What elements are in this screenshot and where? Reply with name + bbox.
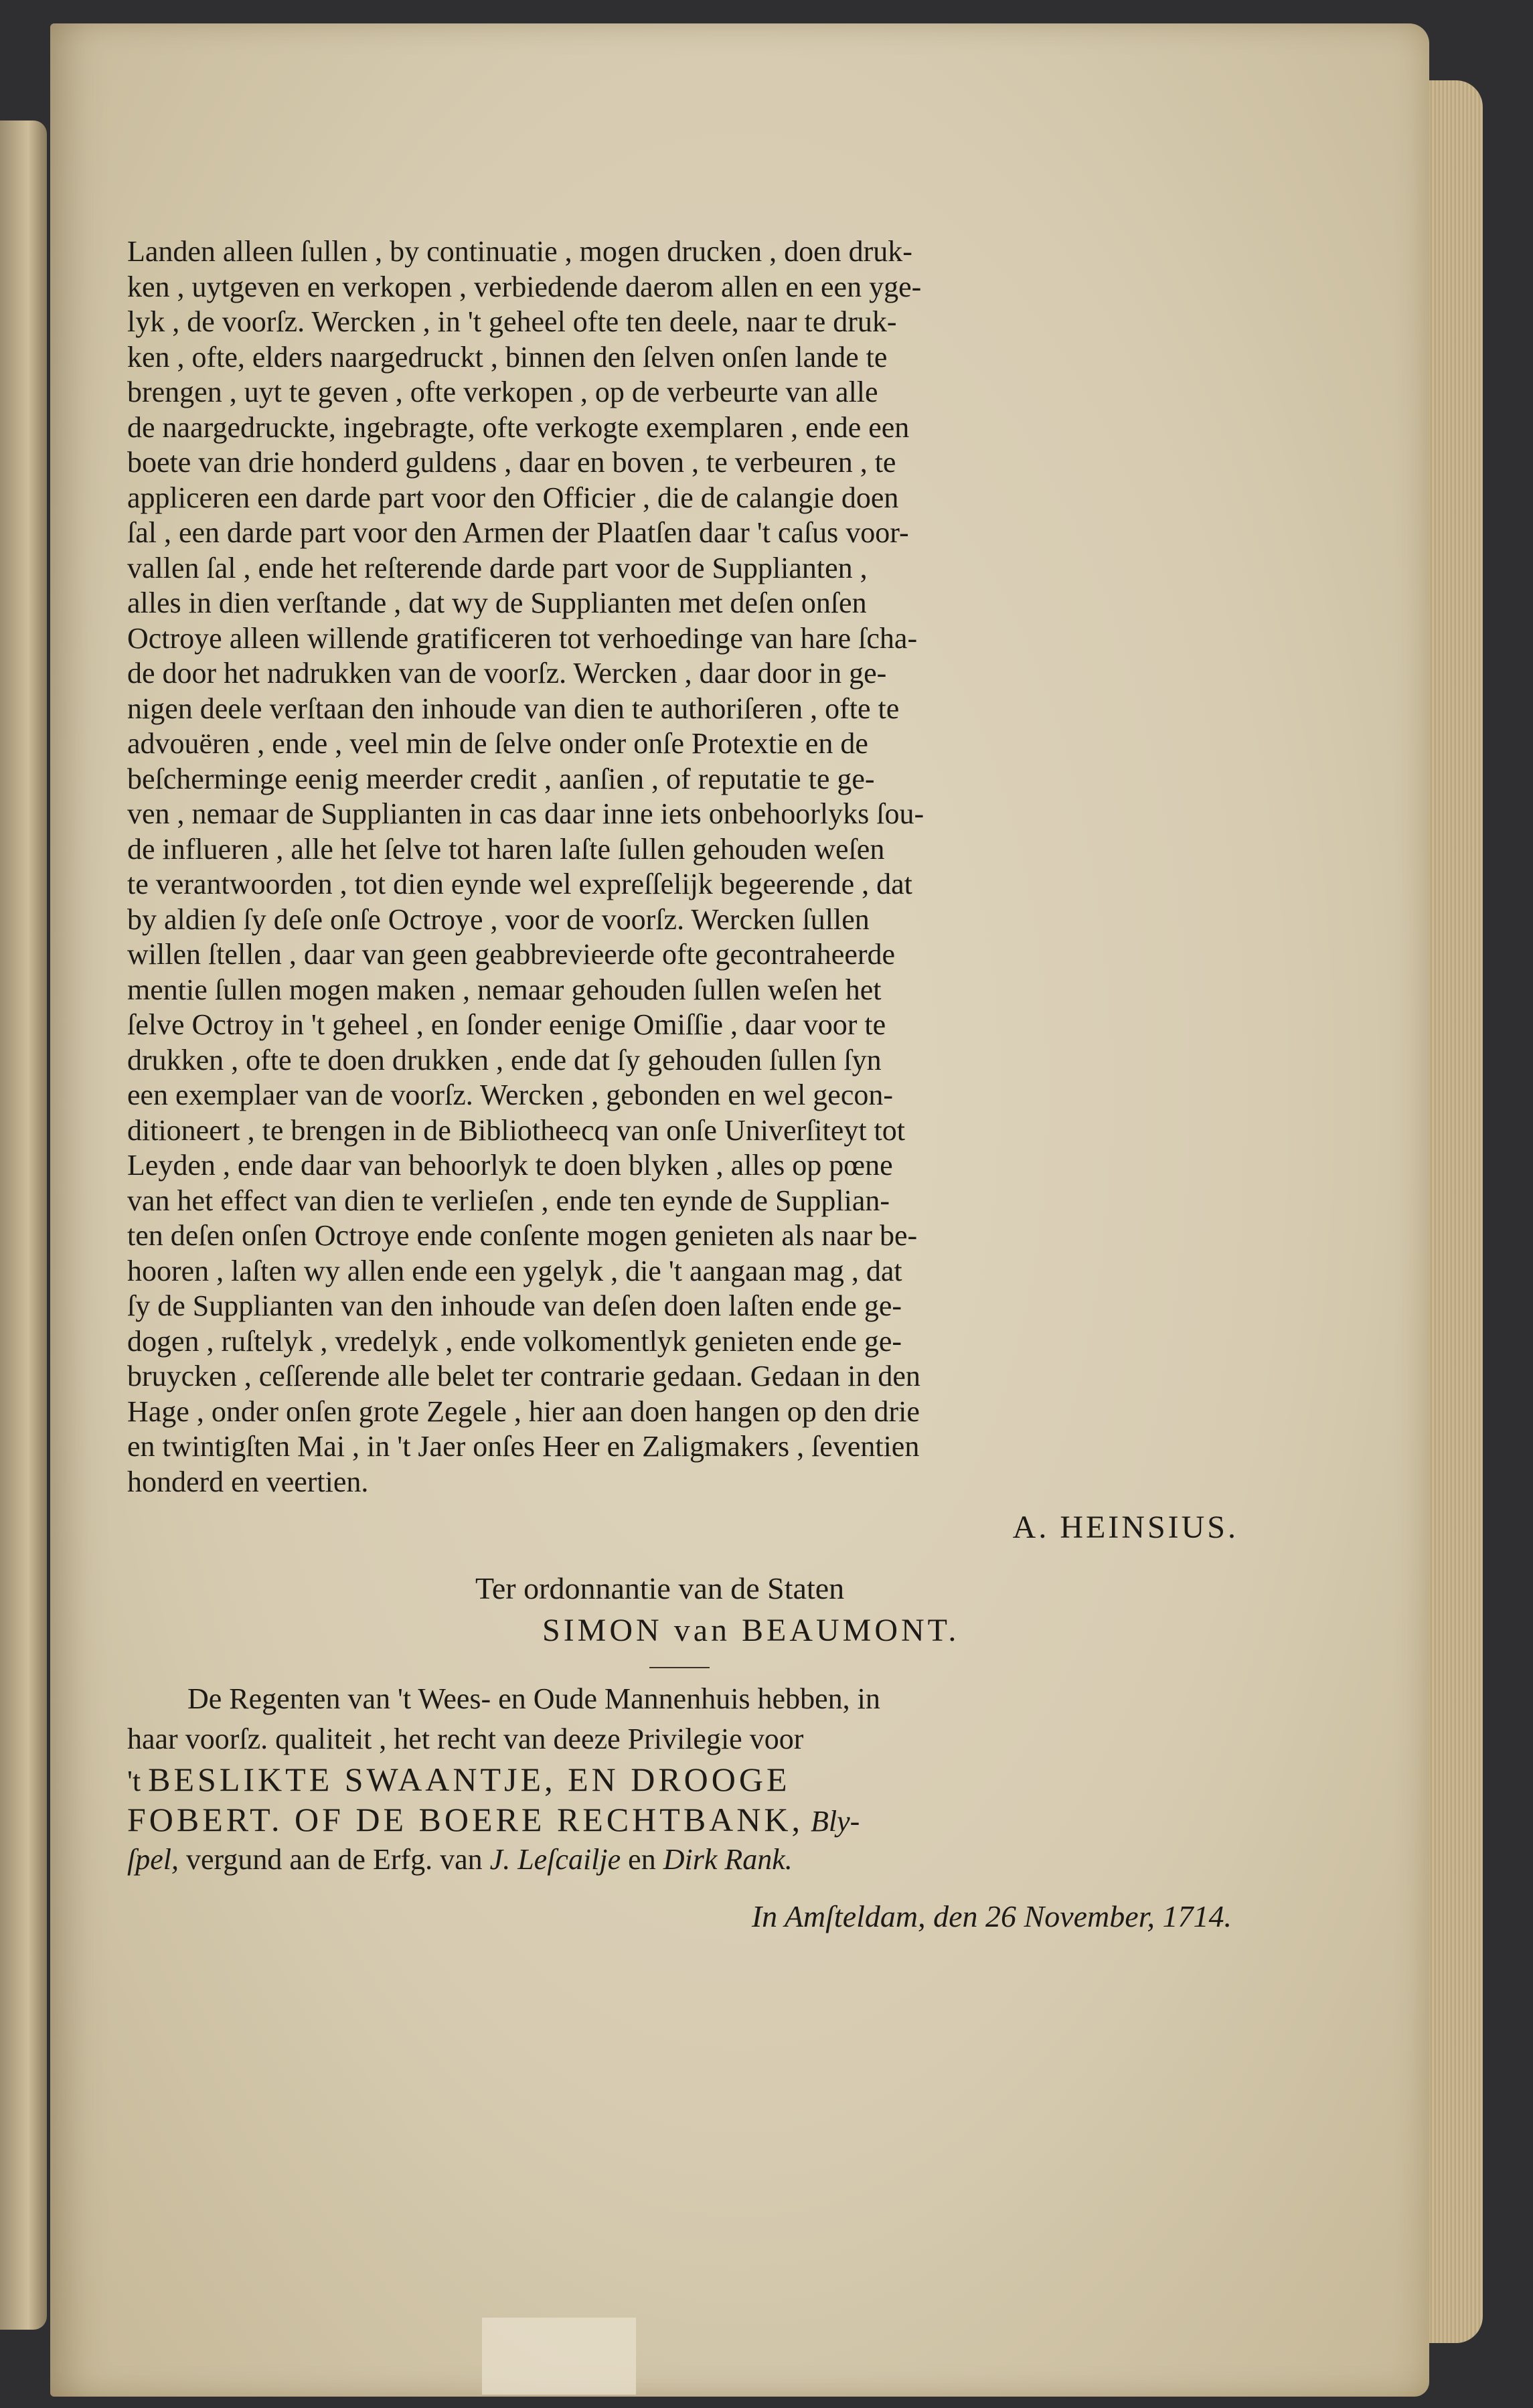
text-line: ken , ofte, elders naargedruckt , binnen den ſelven onſen lande te: [127, 340, 888, 374]
play-title-part2: FOBERT. OF DE BOERE RECHTBANK,: [127, 1801, 804, 1838]
text-line: nigen deele verſtaan den inhoude van dien te authoriſeren , ofte te: [127, 692, 900, 725]
note-line-4: [127, 1799, 1252, 1840]
play-title-part1: BESLIKTE SWAANTJE, EN DROOGE: [148, 1761, 791, 1798]
text-line: Hage , onder onſen grote Zegele , hier aan doen hangen op den drie: [127, 1394, 920, 1428]
note-line-5: [127, 1840, 1252, 1880]
order-line: Ter ordonnantie van de Staten: [475, 1571, 845, 1605]
text-line: beſcherminge eenig meerder credit , aanſien , of reputatie te ge-: [127, 762, 875, 795]
signature: A. HEINSIUS.: [1012, 1510, 1238, 1545]
note-line-3: [127, 1759, 1252, 1799]
text-line: alles in dien verſtande , dat wy de Supplianten met deſen onſen: [127, 586, 867, 619]
text-line: van het effect van dien te verlieſen , ende ten eynde de Supplian-: [127, 1184, 890, 1217]
text-line: bruycken , ceſſerende alle belet ter contrarie gedaan. Gedaan in den: [127, 1360, 920, 1392]
text-line: een exemplaer van de voorſz. Wercken , gebonden en wel gecon-: [127, 1078, 894, 1111]
text-line: boete van drie honderd guldens , daar en boven , te verbeuren , te: [127, 446, 896, 479]
text-line: te verantwoorden , tot dien eynde wel expreſſelijk begeerende , dat: [127, 868, 912, 900]
text-line: brengen , uyt te geven , ofte verkopen , op de verbeurte van alle: [127, 376, 878, 408]
text-line: willen ſtellen , daar van geen geabbrevieerde ofte gecontraheerde: [127, 938, 896, 971]
signer-name: SIMON van BEAUMONT.: [542, 1613, 960, 1648]
text-line: appliceren een darde part voor den Officier , die de calangie doen: [127, 481, 899, 514]
paper-tab: [482, 2318, 636, 2395]
body-text: [127, 234, 1252, 1500]
text-line: ſal , een darde part voor den Armen der Plaatſen daar 't caſus voor-: [127, 516, 909, 549]
note-prefix: 't: [127, 1765, 141, 1797]
text-line: ken , uytgeven en verkopen , verbiedende daerom allen en een yge-: [127, 270, 922, 303]
printer-2: Dirk Rank.: [663, 1843, 793, 1876]
text-line: drukken , ofte te doen drukken , ende dat ſy gehouden ſullen ſyn: [127, 1043, 882, 1076]
printer-1: J. Leſcailje: [489, 1843, 621, 1876]
divider-rule: [649, 1667, 710, 1668]
note-and: en: [628, 1843, 656, 1876]
genre-b: ſpel,: [127, 1843, 179, 1876]
privilege-text: [127, 234, 1252, 1934]
text-line: de door het nadrukken van de voorſz. Wercken , daar door in ge-: [127, 657, 887, 690]
text-line: ven , nemaar de Supplianten in cas daar inne iets onbehoorlyks ſou-: [127, 797, 924, 830]
note-line-2: haar voorſz. qualiteit , het recht van deeze Privilegie voor: [127, 1722, 804, 1755]
text-line: hooren , laſten wy allen ende een ygelyk , die 't aangaan mag , dat: [127, 1254, 902, 1287]
note-line-1: De Regenten van 't Wees- en Oude Mannenhuis hebben, in: [187, 1682, 880, 1715]
place-date: In Amſteldam, den 26 November, 1714.: [751, 1899, 1232, 1933]
text-line: Octroye alleen willende gratificeren tot verhoedinge van hare ſcha-: [127, 621, 918, 655]
text-line: ſy de Supplianten van den inhoude van deſen doen laſten ende ge-: [127, 1289, 902, 1322]
text-line: de naargedruckte, ingebragte, ofte verkogte exemplaren , ende een: [127, 410, 910, 444]
text-line: vallen ſal , ende het reſterende darde part voor de Supplianten ,: [127, 551, 868, 584]
genre-a: Bly-: [811, 1805, 860, 1838]
text-line: de influeren , alle het ſelve tot haren laſte ſullen gehouden weſen: [127, 832, 885, 866]
left-page-edge: [0, 121, 47, 2330]
text-line: Landen alleen ſullen , by continuatie , mogen drucken , doen druk-: [127, 235, 912, 268]
text-line: by aldien ſy deſe onſe Octroye , voor de voorſz. Wercken ſullen: [127, 902, 870, 936]
text-line: mentie ſullen mogen maken , nemaar gehouden ſullen weſen het: [127, 973, 882, 1006]
page-edges: [1429, 80, 1483, 2343]
text-line: lyk , de voorſz. Wercken , in 't geheel ofte ten deele, naar te druk-: [127, 305, 897, 338]
text-line: ten deſen onſen Octroye ende conſente mogen genieten als naar be-: [127, 1219, 918, 1252]
text-line: en twintigſten Mai , in 't Jaer onſes Heer en Zaligmakers , ſeventien: [127, 1430, 920, 1463]
text-line: ditioneert , te brengen in de Bibliotheecq van onſe Univerſiteyt tot: [127, 1113, 906, 1147]
text-line: honderd en veertien.: [127, 1465, 369, 1498]
text-line: dogen , ruſtelyk , vredelyk , ende volkomentlyk genieten ende ge-: [127, 1324, 902, 1358]
text-line: advouëren , ende , veel min de ſelve onder onſe Protextie en de: [127, 727, 868, 760]
text-line: ſelve Octroy in 't geheel , en ſonder eenige Omiſſie , daar voor te: [127, 1008, 886, 1041]
text-line: Leyden , ende daar van behoorlyk te doen blyken , alles op pœne: [127, 1149, 893, 1182]
note-mid: vergund aan de Erfg. van: [185, 1843, 483, 1876]
